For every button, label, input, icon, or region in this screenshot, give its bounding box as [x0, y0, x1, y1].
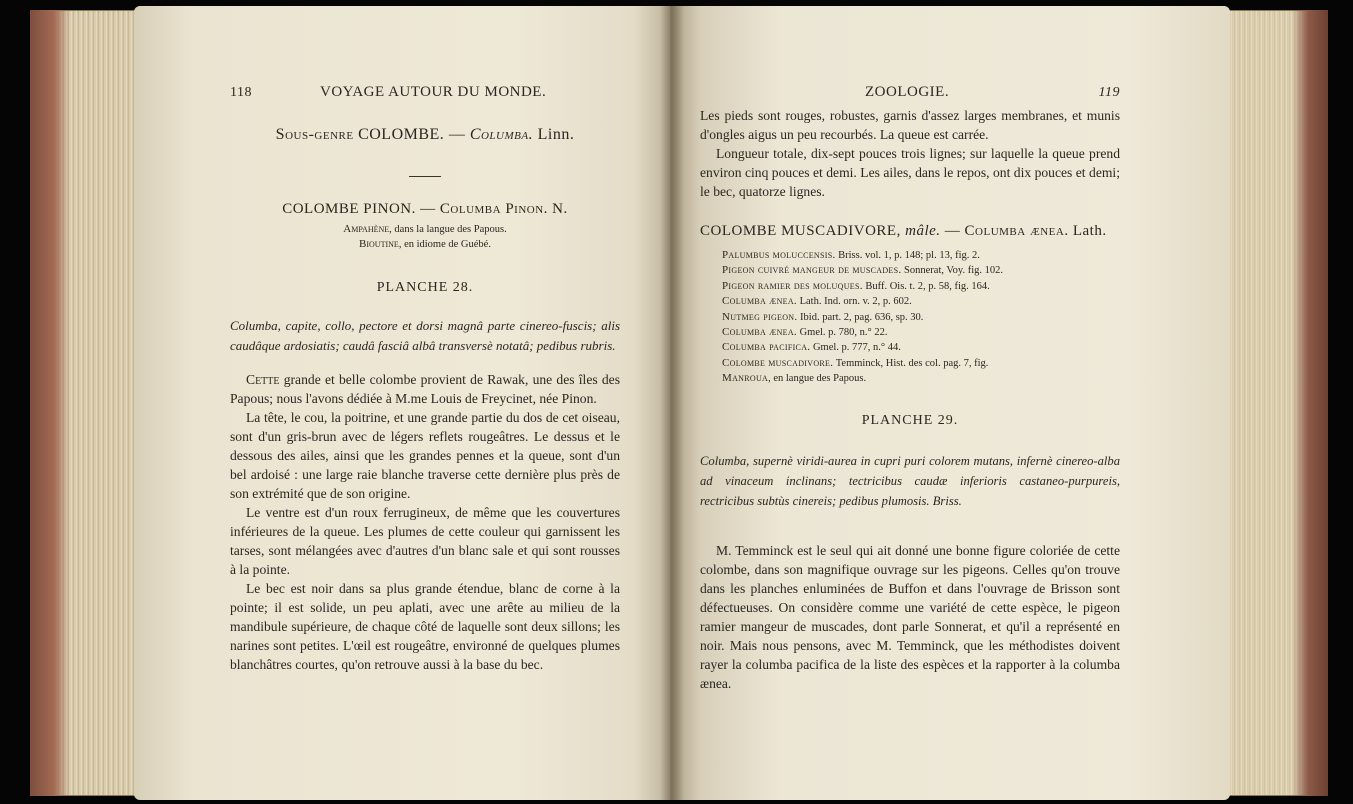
left-running-head: [230, 84, 620, 106]
synonym-line: Columba ænea. Gmel. p. 780, n.° 22.: [722, 326, 888, 339]
body-paragraph: La tête, le cou, la poitrine, et une grande partie du dos de cet oiseau, sont d'un gris-brun avec de légers reflets rougeâtres. Le dessus et le dessous des ailes, ainsi que les grandes pennes et la queue, sont d'un bel ardoisé : une large raie blanche traverse cette dernière plus près de son extrémité que de son origine.: [230, 410, 620, 501]
body-paragraph: Longueur totale, dix-sept pouces trois lignes; sur laquelle la queue prend environ cinq pouces et demi. Les ailes, dans le repos, ont dix pouces et demi; le bec, quatorze lignes.: [700, 146, 1120, 199]
plate-label: PLANCHE 28.: [376, 280, 474, 295]
body-paragraph: M. Temminck est le seul qui ait donné une bonne figure coloriée de cette colombe, dans son magnifique ouvrage sur les pigeons. Celles qu'on trouve dans les planches enluminées de Buffon et dans l'ouvrage de Brisson sont défectueuses. On considère comme une variété de cette espèce, le pigeon ramier mangeur de muscades, dont parle Sonnerat, et qu'il a représenté en noir. Mais nous pensons, avec M. Temminck, que les méthodistes doivent rayer la columba pacifica de la liste des espèces et la rapporter à la columba ænea.: [700, 542, 1120, 691]
synonym-line: Pigeon cuivré mangeur de muscades. Sonnerat, Voy. fig. 102.: [722, 264, 1004, 277]
book-gutter: [660, 6, 684, 800]
latin-diagnosis: Columba, supernè viridi-aurea in cupri puri colorem mutans, infernè cinereo-alba ad vinaceum inclinans; tectricibus caudæ inferioris castaneo-purpureis, rectricibus subtùs cinereis; pedibus plumosis. Briss.: [700, 453, 1120, 508]
body-paragraph: Le bec est noir dans sa plus grande étendue, blanc de corne à la pointe; il est solide, un peu aplati, avec une arête au milieu de la mandibule supérieure, de chaque côté de laquelle sont deux sillons; les narines sont petites. L'œil est rougeâtre, environné de quelques plumes blanchâtres courtes, qu'on retrouve aussi à la base du bec.: [230, 581, 620, 672]
right-page-stack-edge: [1228, 10, 1328, 796]
plate-label: PLANCHE 29.: [861, 412, 959, 428]
left-page-stack-edge: [30, 10, 142, 796]
synonym-line: Colombe muscadivore. Temminck, Hist. des col. pag. 7, fig.: [722, 356, 989, 369]
body-paragraph: Les pieds sont rouges, robustes, garnis d'assez larges membranes, et munis d'ongles aigus un peu recourbés. La queue est carrée.: [700, 108, 1120, 142]
synonym-line: Columba ænea. Lath. Ind. orn. v. 2, p. 602.: [722, 295, 912, 308]
page-number-right: 119: [1098, 85, 1120, 100]
latin-diagnosis: Columba, capite, collo, pectore et dorsi magnâ parte cinereo-fuscis; alis caudâque ardosiatis; caudâ fasciâ albâ transversè notatâ; pedibus rubris.: [230, 318, 620, 353]
synonym-line: Pigeon ramier des moluques. Buff. Ois. t. 2, p. 58, fig. 164.: [722, 279, 990, 292]
synonym-line: Palumbus moluccensis. Briss. vol. 1, p. 148; pl. 13, fig. 2.: [722, 249, 980, 261]
subgenus-heading: Sous-genre COLOMBE. — Columba. Linn.: [275, 126, 575, 143]
section-rule: [409, 176, 441, 177]
synonym-line: Nutmeg pigeon. Ibid. part. 2, pag. 636, sp. 30.: [722, 310, 924, 323]
body-paragraph: Cette grande et belle colombe provient de Rawak, une des îles des Papous; nous l'avons dédiée à M.me Louis de Freycinet, née Pinon.: [230, 372, 620, 406]
left-page-content: [230, 84, 620, 674]
right-running-head: [700, 84, 1120, 106]
running-title-right: ZOOLOGIE.: [865, 84, 950, 100]
synonym-line: Manroua, en langue des Papous.: [722, 372, 867, 385]
species-heading-pinon: COLOMBE PINON. — Columba Pinon. N.: [282, 201, 568, 217]
right-page-content: [700, 84, 1120, 693]
synonym-line: Ampahène, dans la langue des Papous.: [343, 223, 507, 235]
vernacular-names: [230, 222, 620, 252]
synonym-list: [700, 248, 1120, 387]
open-book: [30, 6, 1328, 800]
body-paragraph: Le ventre est d'un roux ferrugineux, de même que les couvertures inférieures de la queue. Les plumes de cette couleur qui garnissent les tarses, sont mélangées avec d'autres d'un blanc sale et qui sont rousses à la pointe.: [230, 505, 620, 577]
synonym-line: Columba pacifica. Gmel. p. 777, n.° 44.: [722, 341, 901, 354]
page-number-left: 118: [230, 85, 252, 100]
synonym-line: Bioutine, en idiome de Guébé.: [359, 238, 491, 250]
species-heading-muscadivore: COLOMBE MUSCADIVORE, mâle. — Columba ænea. Lath.: [700, 223, 1107, 239]
running-title-left: VOYAGE AUTOUR DU MONDE.: [320, 84, 547, 100]
